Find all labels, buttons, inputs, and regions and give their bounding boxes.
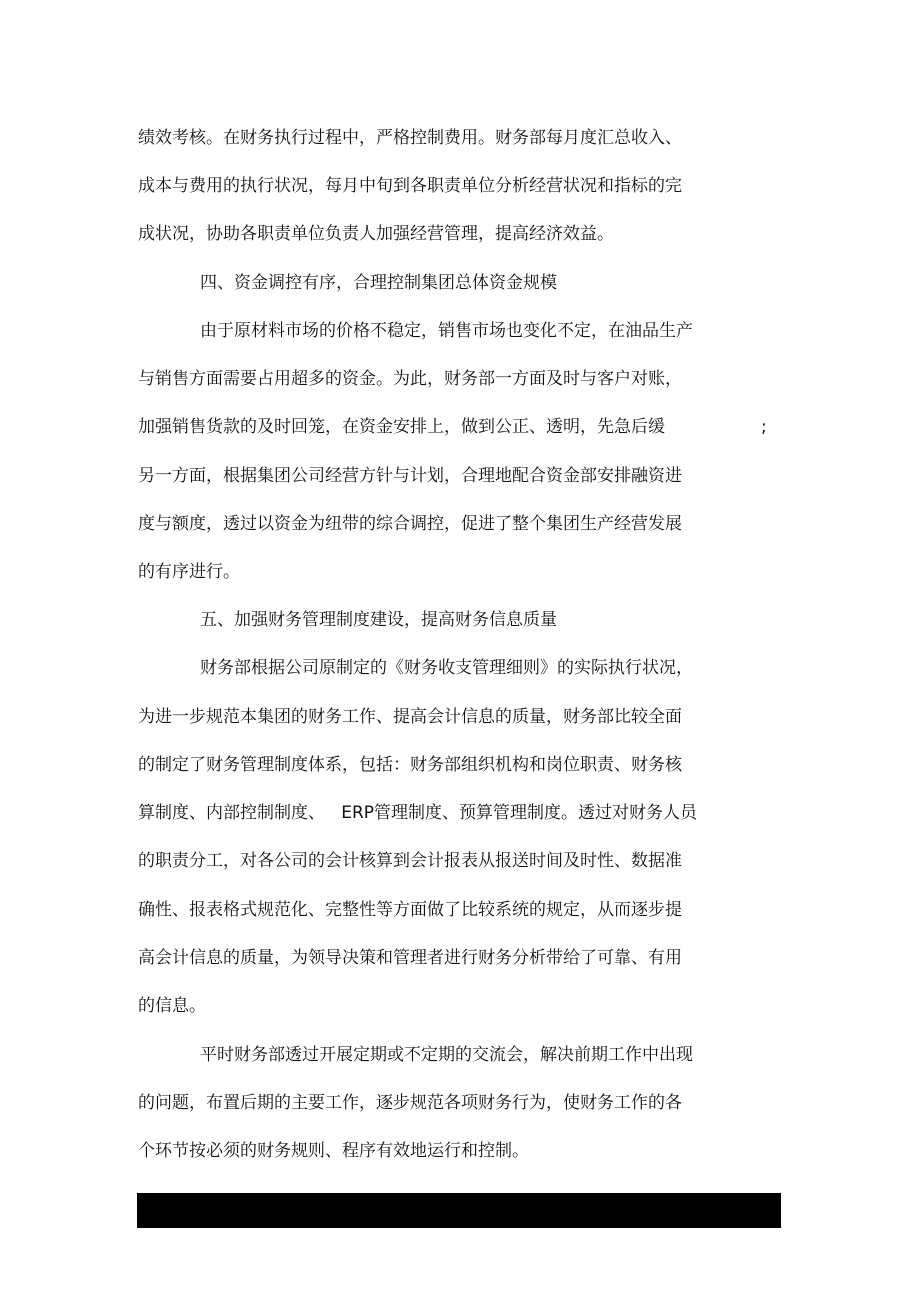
- body-line: 与销售方面需要占用超多的资金。为此，财务部一方面及时与客户对账，: [138, 369, 682, 389]
- line-end-semicolon: ;: [761, 417, 767, 437]
- body-line: 的问题，布置后期的主要工作，逐步规范各项财务行为，使财务工作的各: [138, 1093, 682, 1113]
- body-line: 的职责分工，对各公司的会计核算到会计报表从报送时间及时性、数据准: [138, 851, 682, 871]
- body-line: 平时财务部透过开展定期或不定期的交流会，解决前期工作中出现: [200, 1045, 693, 1065]
- body-line: 为进一步规范本集团的财务工作、提高会计信息的质量，财务部比较全面: [138, 707, 682, 727]
- body-line: 绩效考核。在财务执行过程中，严格控制费用。财务部每月度汇总收入、: [138, 128, 682, 148]
- body-line: 由于原材料市场的价格不稳定，销售市场也变化不定，在油品生产: [200, 321, 693, 341]
- body-line: 度与额度，透过以资金为纽带的综合调控，促进了整个集团生产经营发展: [138, 514, 682, 534]
- body-line: 成状况，协助各职责单位负责人加强经营管理，提高经济效益。: [138, 224, 614, 244]
- body-line: 高会计信息的质量，为领导决策和管理者进行财务分析带给了可靠、有用: [138, 948, 682, 968]
- section-heading: 四、资金调控有序，合理控制集团总体资金规模: [200, 273, 557, 293]
- body-line: 另一方面，根据集团公司经营方针与计划，合理地配合资金部安排融资进: [138, 466, 682, 486]
- body-line: 加强销售货款的及时回笼，在资金安排上，做到公正、透明，先急后缓: [138, 417, 665, 437]
- body-line: 确性、报表格式规范化、完整性等方面做了比较系统的规定，从而逐步提: [138, 900, 682, 920]
- body-line: 成本与费用的执行状况，每月中旬到各职责单位分析经营状况和指标的完: [138, 176, 682, 196]
- body-line: 个环节按必须的财务规则、程序有效地运行和控制。: [138, 1141, 529, 1161]
- body-line: 的制定了财务管理制度体系，包括：财务部组织机构和岗位职责、财务核: [138, 755, 682, 775]
- body-line: 算制度、内部控制制度、 ERP管理制度、预算管理制度。透过对财务人员: [138, 803, 698, 823]
- footer-black-bar: [137, 1193, 781, 1228]
- body-line: 的有序进行。: [138, 562, 240, 582]
- section-heading: 五、加强财务管理制度建设，提高财务信息质量: [200, 610, 557, 630]
- body-line: 的信息。: [138, 996, 206, 1016]
- body-line: 财务部根据公司原制定的《财务收支管理细则》的实际执行状况，: [200, 658, 693, 678]
